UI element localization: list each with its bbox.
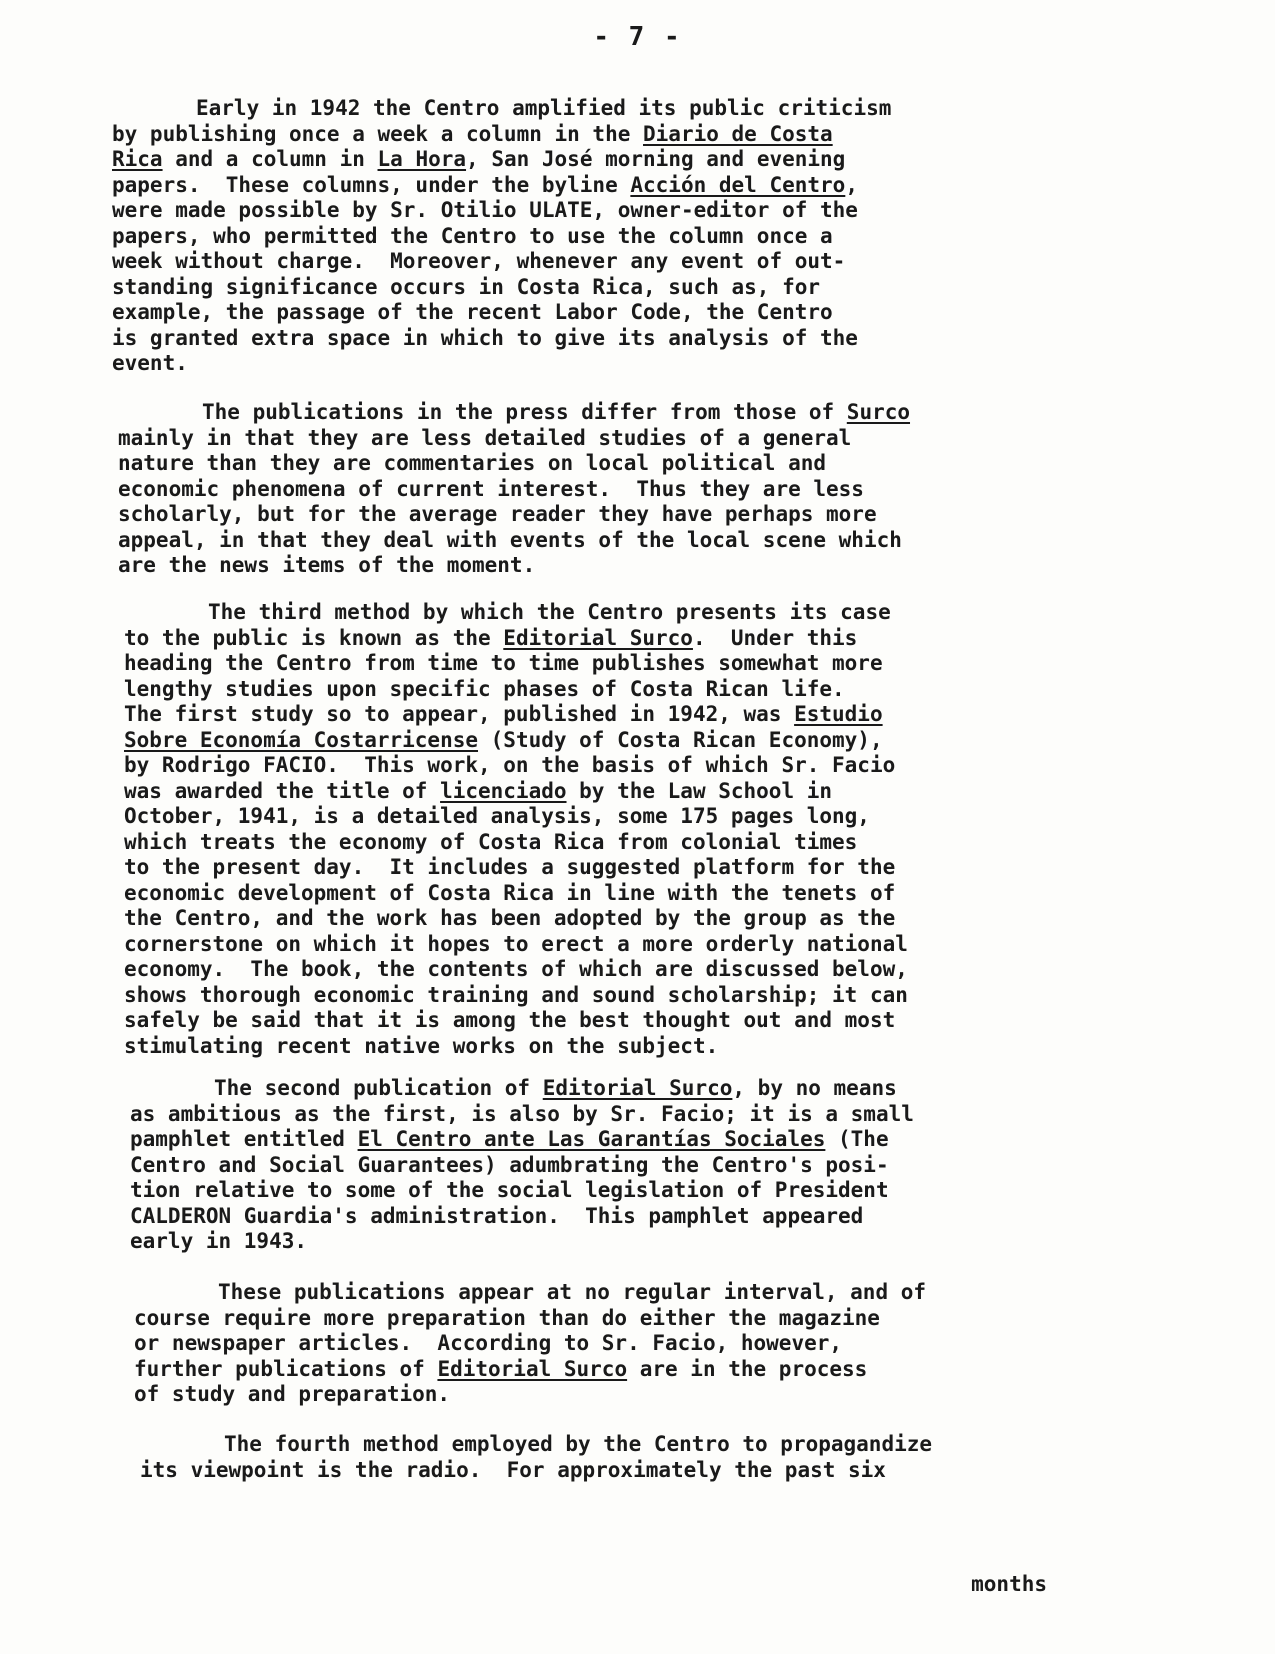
text-line bbox=[124, 702, 908, 728]
text-run: which treats the economy of Costa Rica from colonial times bbox=[124, 829, 858, 854]
text-run: were made possible by Sr. Otilio ULATE, owner-editor of the bbox=[112, 198, 858, 222]
text-run: stimulating recent native works on the subject. bbox=[124, 1033, 719, 1058]
text-line bbox=[118, 528, 910, 554]
text-line bbox=[118, 400, 910, 426]
text-line bbox=[118, 477, 910, 503]
text-run: example, the passage of the recent Labor Code, the Centro bbox=[112, 300, 833, 324]
text-run: further publications of bbox=[134, 1356, 438, 1381]
text-line bbox=[130, 1153, 914, 1179]
text-line bbox=[124, 957, 908, 983]
text-line bbox=[130, 1229, 914, 1255]
text-run: its viewpoint is the radio. For approximately the past six bbox=[140, 1457, 886, 1482]
text-run: papers, who permitted the Centro to use the column once a bbox=[112, 223, 833, 248]
text-run: CALDERON Guardia's administration. This pamphlet appeared bbox=[130, 1203, 864, 1228]
text-run: by publishing once a week a column in the bbox=[112, 121, 644, 146]
text-line bbox=[124, 983, 908, 1009]
text-line bbox=[134, 1357, 926, 1383]
text-run: , San José morning and evening bbox=[466, 147, 846, 171]
text-line bbox=[112, 275, 891, 301]
paragraph-1 bbox=[112, 96, 891, 377]
text-run: week without charge. Moreover, whenever any event of out- bbox=[112, 249, 846, 273]
text-run: or newspaper articles. According to Sr. Facio, however, bbox=[134, 1331, 843, 1355]
text-line bbox=[134, 1306, 926, 1332]
paragraph-3 bbox=[124, 600, 908, 1059]
text-line bbox=[118, 426, 910, 452]
text-line bbox=[118, 451, 910, 477]
text-run: papers. These columns, under the byline bbox=[112, 172, 631, 197]
underlined-title: Editorial Surco bbox=[542, 1076, 733, 1100]
text-line bbox=[112, 198, 891, 224]
text-line bbox=[124, 906, 908, 932]
text-line bbox=[130, 1204, 914, 1230]
text-line bbox=[130, 1076, 914, 1102]
text-run: is granted extra space in which to give its analysis of the bbox=[112, 325, 858, 350]
text-run: , bbox=[845, 172, 858, 197]
text-line bbox=[124, 651, 908, 677]
text-line bbox=[140, 1432, 932, 1458]
text-line bbox=[124, 932, 908, 958]
text-run: October, 1941, is a detailed analysis, some 175 pages long, bbox=[124, 804, 870, 828]
text-run: of study and preparation. bbox=[134, 1382, 451, 1406]
text-run: safely be said that it is among the best thought out and most bbox=[124, 1008, 896, 1032]
text-run: by the Law School in bbox=[566, 778, 833, 803]
text-run: Early in 1942 the Centro amplified its public criticism bbox=[196, 96, 892, 120]
text-run: . Under this bbox=[692, 625, 858, 650]
underlined-title: licenciado bbox=[440, 778, 567, 803]
underlined-title: Editorial Surco bbox=[437, 1356, 628, 1381]
paragraph-5 bbox=[134, 1280, 926, 1408]
text-run: The second publication of bbox=[214, 1076, 543, 1100]
text-line bbox=[112, 96, 891, 122]
text-line bbox=[118, 553, 910, 579]
underlined-title: El Centro ante Las Garantías Sociales bbox=[357, 1127, 826, 1151]
text-line bbox=[112, 300, 891, 326]
text-line bbox=[112, 326, 891, 352]
text-line bbox=[124, 728, 908, 754]
text-run: The publications in the press differ from those of bbox=[202, 400, 847, 424]
text-run: The fourth method employed by the Centro to propagandize bbox=[224, 1432, 933, 1456]
text-line bbox=[124, 855, 908, 881]
text-line bbox=[124, 881, 908, 907]
text-run: as ambitious as the first, is also by Sr. Facio; it is a small bbox=[130, 1101, 914, 1126]
text-run: by Rodrigo FACIO. This work, on the basis of which Sr. Facio bbox=[124, 753, 896, 777]
paragraph-4 bbox=[130, 1076, 914, 1255]
text-line bbox=[140, 1458, 932, 1484]
text-line bbox=[112, 173, 891, 199]
text-run: event. bbox=[112, 351, 188, 375]
text-line bbox=[112, 351, 891, 377]
text-line bbox=[134, 1382, 926, 1408]
catchword: months bbox=[971, 1572, 1047, 1596]
text-line bbox=[124, 830, 908, 856]
text-run: economic development of Costa Rica in line with the tenets of bbox=[124, 880, 896, 905]
page-number: - 7 - bbox=[593, 22, 682, 52]
text-line bbox=[134, 1280, 926, 1306]
text-line bbox=[130, 1102, 914, 1128]
text-line bbox=[124, 677, 908, 703]
text-line bbox=[124, 804, 908, 830]
text-line bbox=[124, 779, 908, 805]
underlined-title: Sobre Economía Costarricense bbox=[124, 727, 479, 752]
text-run: scholarly, but for the average reader they have perhaps more bbox=[118, 502, 877, 526]
text-run: the Centro, and the work has been adopted by the group as the bbox=[124, 906, 896, 930]
text-run: These publications appear at no regular interval, and of bbox=[218, 1280, 927, 1304]
text-run: appeal, in that they deal with events of the local scene which bbox=[118, 527, 902, 552]
text-run: and a column in bbox=[162, 147, 378, 171]
text-line bbox=[124, 600, 908, 626]
text-run: to the public is known as the bbox=[124, 625, 504, 650]
text-run: heading the Centro from time to time publishes somewhat more bbox=[124, 651, 883, 675]
text-run: mainly in that they are less detailed studies of a general bbox=[118, 425, 852, 450]
underlined-title: Rica bbox=[112, 147, 163, 171]
text-run: economic phenomena of current interest. Thus they are less bbox=[118, 476, 864, 501]
paragraph-2 bbox=[118, 400, 910, 579]
text-run: pamphlet entitled bbox=[130, 1127, 358, 1151]
text-run: standing significance occurs in Costa Rica, such as, for bbox=[112, 274, 821, 299]
text-run: shows thorough economic training and sound scholarship; it can bbox=[124, 982, 908, 1007]
underlined-title: Editorial Surco bbox=[503, 625, 693, 650]
underlined-title: Acción del Centro bbox=[630, 172, 846, 197]
text-line bbox=[124, 1034, 908, 1060]
text-run: (Study of Costa Rican Economy), bbox=[478, 727, 883, 752]
text-line bbox=[112, 122, 891, 148]
text-line bbox=[112, 249, 891, 275]
text-line bbox=[124, 626, 908, 652]
text-run: early in 1943. bbox=[130, 1229, 308, 1253]
text-run: tion relative to some of the social legislation of President bbox=[130, 1178, 889, 1202]
text-run: Centro and Social Guarantees) adumbrating the Centro's posi- bbox=[130, 1152, 889, 1177]
text-line bbox=[112, 147, 891, 173]
text-line bbox=[130, 1178, 914, 1204]
paragraph-6 bbox=[140, 1432, 932, 1483]
text-line bbox=[130, 1127, 914, 1153]
text-run: course require more preparation than do either the magazine bbox=[134, 1305, 880, 1330]
text-line bbox=[118, 502, 910, 528]
text-run: was awarded the title of bbox=[124, 778, 441, 803]
text-run: are the news items of the moment. bbox=[118, 553, 536, 577]
text-line bbox=[124, 753, 908, 779]
underlined-title: La Hora bbox=[377, 147, 467, 171]
text-run: cornerstone on which it hopes to erect a more orderly national bbox=[124, 931, 908, 956]
underlined-title: Surco bbox=[846, 400, 911, 424]
text-run: The first study so to appear, published in 1942, was bbox=[124, 702, 795, 726]
text-run: economy. The book, the contents of which are discussed below, bbox=[124, 957, 908, 981]
text-run: lengthy studies upon specific phases of Costa Rican life. bbox=[124, 676, 845, 701]
text-line bbox=[134, 1331, 926, 1357]
text-run: are in the process bbox=[627, 1356, 868, 1381]
underlined-title: Estudio bbox=[794, 702, 883, 726]
text-run: The third method by which the Centro presents its case bbox=[208, 600, 891, 624]
underlined-title: Diario de Costa bbox=[643, 121, 833, 146]
text-line bbox=[124, 1008, 908, 1034]
text-run: to the present day. It includes a suggested platform for the bbox=[124, 855, 896, 879]
text-run: nature than they are commentaries on local political and bbox=[118, 451, 827, 475]
text-run: , by no means bbox=[732, 1076, 897, 1100]
text-run: (The bbox=[825, 1127, 889, 1151]
text-line bbox=[112, 224, 891, 250]
